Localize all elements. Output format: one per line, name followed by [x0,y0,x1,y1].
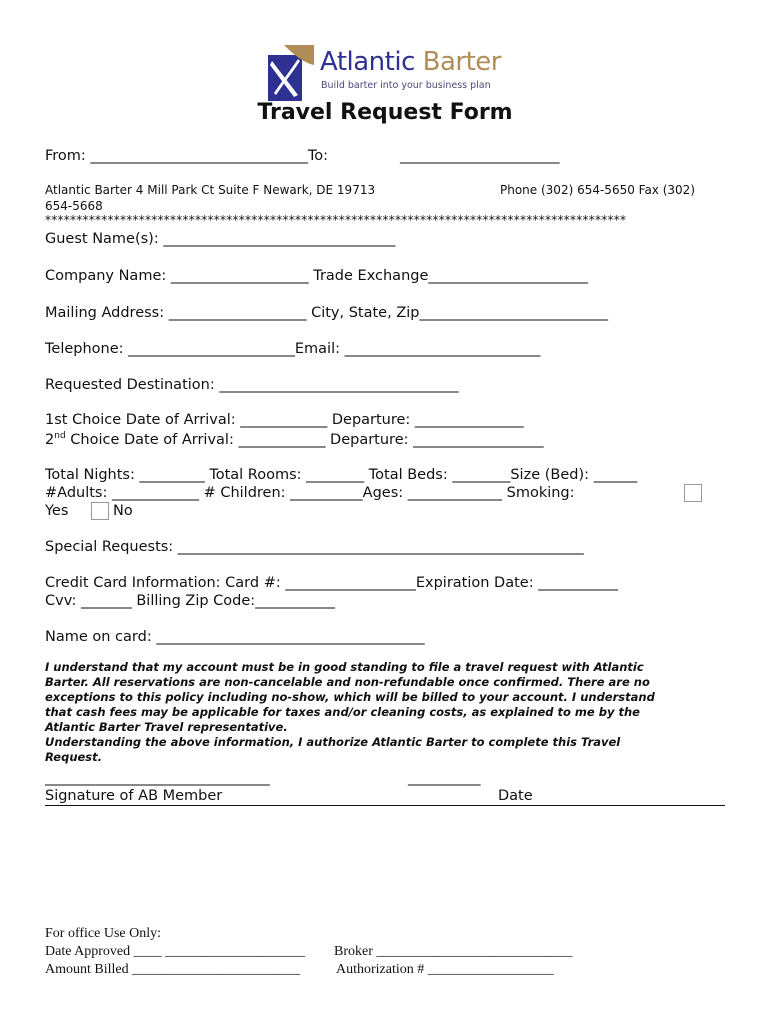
atlantic-barter-logo [268,45,508,103]
legal-line: Request. [45,750,103,764]
mailing-address-field[interactable]: Mailing Address: ___________________ City, State, Zip__________________________ [45,305,608,321]
company-fax-continued: 654-5668 [45,199,103,213]
legal-line: exceptions to this policy including no-show, which will be billed to your account. I understand [45,690,655,704]
legal-line: Barter. All reservations are non-cancelable and non-refundable once confirmed. There are no [45,675,650,689]
second-ordinal: 2 [45,431,55,448]
date-line[interactable]: __________ [408,770,481,786]
signature-label: Signature of AB Member [45,788,223,804]
adults-children-ages-field[interactable]: #Adults: ____________ # Children: __________Ages: _____________ Smoking: [45,485,575,501]
logo-tagline: Build barter into your business plan [321,80,491,91]
signature-underline [45,805,725,806]
legal-line: Atlantic Barter Travel representative. [45,720,288,734]
amount-billed-field[interactable]: Amount Billed ________________________ [45,962,301,977]
nights-rooms-beds-field[interactable]: Total Nights: _________ Total Rooms: ________ Total Beds: ________Size (Bed): ______ [45,467,638,483]
legal-line: that cash fees may be applicable for taxes and/or cleaning costs, as explained to me by the [45,705,640,719]
page-title: Travel Request Form [257,100,513,125]
company-phone: Phone (302) 654-5650 Fax (302) [500,183,695,197]
name-on-card-field[interactable]: Name on card: _____________________________________ [45,629,425,645]
brand-name [320,47,501,77]
second-choice-label: Choice Date of Arrival: ____________ Departure: __________________ [70,431,544,448]
logo-mark-icon [268,45,314,103]
special-requests-field[interactable]: Special Requests: ________________________________________________________ [45,539,584,555]
broker-field[interactable]: Broker ____________________________ [334,944,573,959]
second-choice-arrival-field[interactable] [45,431,544,448]
signature-line[interactable]: _______________________________ [45,770,270,786]
guest-names-field[interactable]: Guest Name(s): ________________________________ [45,231,396,247]
cvv-billing-zip-field[interactable]: Cvv: _______ Billing Zip Code:___________ [45,593,335,609]
date-label: Date [498,788,533,804]
credit-card-field[interactable]: Credit Card Information: Card #: __________________Expiration Date: ___________ [45,575,618,591]
from-to-line[interactable]: From: ______________________________To: [45,148,329,164]
office-use-heading: For office Use Only: [45,926,161,941]
company-trade-exchange-field[interactable]: Company Name: ___________________ Trade Exchange______________________ [45,268,588,284]
separator-stars: ********************************************************************************************* [45,213,627,227]
ordinal-suffix: nd [54,431,66,441]
telephone-email-field[interactable]: Telephone: _______________________Email: ___________________________ [45,341,541,357]
authorization-number-field[interactable]: Authorization # __________________ [336,962,554,977]
smoking-no-label: No [113,503,133,519]
smoking-checkbox[interactable] [684,484,702,502]
authorization-statement [45,660,735,765]
requested-destination-field[interactable]: Requested Destination: _________________________________ [45,377,459,393]
smoking-yes-checkbox[interactable] [91,502,109,520]
company-address: Atlantic Barter 4 Mill Park Ct Suite F Newark, DE 19713 [45,183,376,197]
legal-line: I understand that my account must be in good standing to file a travel request with Atlantic [45,660,644,674]
brand-accent: Barter [422,47,501,77]
date-approved-field[interactable]: Date Approved ____ ____________________ [45,944,306,959]
legal-line: Understanding the above information, I authorize Atlantic Barter to complete this Travel [45,735,621,749]
smoking-yes-label: Yes [45,503,69,519]
to-field[interactable]: ______________________ [400,148,560,164]
brand-main: Atlantic [320,47,415,77]
first-choice-arrival-field[interactable]: 1st Choice Date of Arrival: ____________ Departure: _______________ [45,412,524,428]
